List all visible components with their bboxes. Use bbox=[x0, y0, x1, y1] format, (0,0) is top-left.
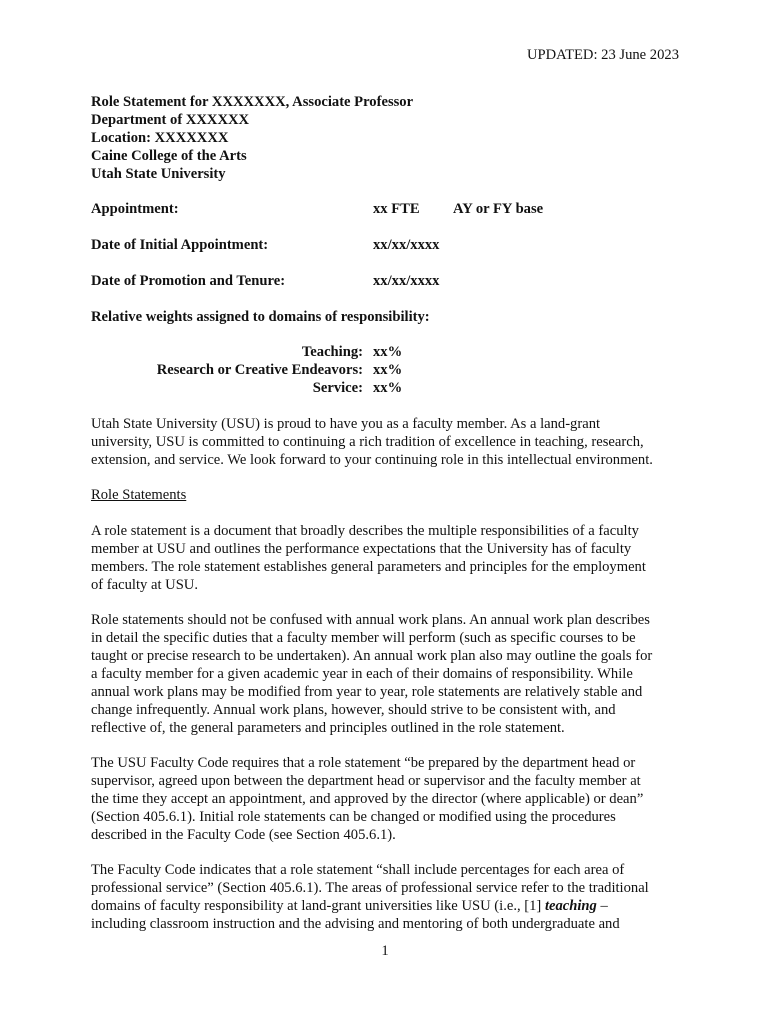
paragraph-line: annual work plans may be modified from year to year, role statements are relatively stable and bbox=[91, 684, 643, 700]
initial-appointment-value: xx/xx/xxxx bbox=[373, 237, 440, 253]
weight-label: Service: bbox=[312, 380, 363, 396]
weight-value: xx% bbox=[373, 362, 403, 378]
weight-value: xx% bbox=[373, 344, 403, 360]
weight-label: Teaching: bbox=[301, 344, 363, 360]
paragraph-line: taught or precise research to be undertaken). An annual work plan also may outline the goals for bbox=[91, 648, 653, 664]
paragraph-line: university, USU is committed to continuing a rich tradition of excellence in teaching, research, bbox=[91, 434, 644, 450]
paragraph-faculty-code bbox=[91, 754, 681, 844]
paragraph-line: of faculty at USU. bbox=[91, 577, 198, 593]
header-department: Department of XXXXXX bbox=[91, 112, 250, 128]
weight-row-teaching bbox=[91, 343, 421, 361]
line-text: – bbox=[596, 898, 608, 914]
intro-paragraph bbox=[91, 415, 681, 469]
paragraph-line: Utah State University (USU) is proud to have you as a faculty member. As a land-grant bbox=[91, 416, 601, 432]
paragraph-line: professional service” (Section 405.6.1). The areas of professional service refer to the traditional bbox=[91, 880, 649, 896]
appointment-base: AY or FY base bbox=[453, 201, 544, 217]
initial-appointment-row bbox=[91, 236, 440, 254]
paragraph-work-plans bbox=[91, 611, 681, 737]
paragraph-line: (Section 405.6.1). Initial role statements can be changed or modified using the procedures bbox=[91, 809, 616, 825]
paragraph-line: a faculty member for a given academic year in each of their domains of responsibility. While bbox=[91, 666, 633, 682]
paragraph-line: described in the Faculty Code (see Section 405.6.1). bbox=[91, 827, 396, 843]
appointment-fte: xx FTE bbox=[373, 201, 420, 217]
paragraph-line: The Faculty Code indicates that a role statement “shall include percentages for each area of bbox=[91, 862, 625, 878]
weight-label: Research or Creative Endeavors: bbox=[156, 362, 363, 378]
paragraph-line: change infrequently. Annual work plans, however, should strive to be consistent with, and bbox=[91, 702, 616, 718]
paragraph-line: The USU Faculty Code requires that a role statement “be prepared by the department head or bbox=[91, 755, 636, 771]
teaching-emphasis: teaching bbox=[544, 898, 597, 914]
paragraph-line: reflective of, the general parameters and principles outlined in the role statement. bbox=[91, 720, 565, 736]
paragraph-line: supervisor, agreed upon between the department head or supervisor and the faculty member at bbox=[91, 773, 641, 789]
promotion-tenure-label: Date of Promotion and Tenure: bbox=[91, 273, 286, 289]
paragraph-line: A role statement is a document that broadly describes the multiple responsibilities of a faculty bbox=[91, 523, 639, 539]
updated-date: UPDATED: 23 June 2023 bbox=[526, 47, 679, 63]
weight-value: xx% bbox=[373, 380, 403, 396]
paragraph-line: including classroom instruction and the advising and mentoring of both undergraduate and bbox=[91, 916, 620, 932]
weight-row-service bbox=[91, 379, 421, 397]
paragraph-professional-service bbox=[91, 861, 681, 933]
promotion-tenure-row bbox=[91, 272, 440, 290]
role-statement-header bbox=[91, 93, 413, 183]
paragraph-line: in detail the specific duties that a faculty member will perform (such as specific courses to be bbox=[91, 630, 636, 646]
promotion-tenure-value: xx/xx/xxxx bbox=[373, 273, 440, 289]
appointment-row bbox=[91, 200, 544, 218]
header-university: Utah State University bbox=[91, 166, 226, 182]
initial-appointment-label: Date of Initial Appointment: bbox=[91, 237, 269, 253]
header-title: Role Statement for XXXXXXX, Associate Professor bbox=[91, 94, 414, 110]
paragraph-role-statement-definition bbox=[91, 522, 681, 594]
paragraph-line: Role statements should not be confused with annual work plans. An annual work plan describes bbox=[91, 612, 650, 628]
line-text: domains of faculty responsibility at land-grant universities like USU (i.e., [1] bbox=[91, 898, 545, 914]
weights-table bbox=[91, 343, 421, 397]
header-location: Location: XXXXXXX bbox=[91, 130, 229, 146]
paragraph-line-with-emphasis bbox=[91, 897, 681, 915]
appointment-label: Appointment: bbox=[91, 201, 179, 217]
paragraph-line: the time they accept an appointment, and approved by the director (where applicable) or dean” bbox=[91, 791, 644, 807]
weight-row-research bbox=[91, 361, 421, 379]
weights-heading: Relative weights assigned to domains of responsibility: bbox=[91, 309, 430, 325]
paragraph-line: member at USU and outlines the performance expectations that the University has of faculty bbox=[91, 541, 632, 557]
paragraph-line: extension, and service. We look forward to your continuing role in this intellectual environment. bbox=[91, 452, 653, 468]
paragraph-line: members. The role statement establishes general parameters and principles for the employment bbox=[91, 559, 646, 575]
header-college: Caine College of the Arts bbox=[91, 148, 247, 164]
page-number: 1 bbox=[381, 943, 389, 959]
section-heading-role-statements: Role Statements bbox=[91, 487, 187, 503]
